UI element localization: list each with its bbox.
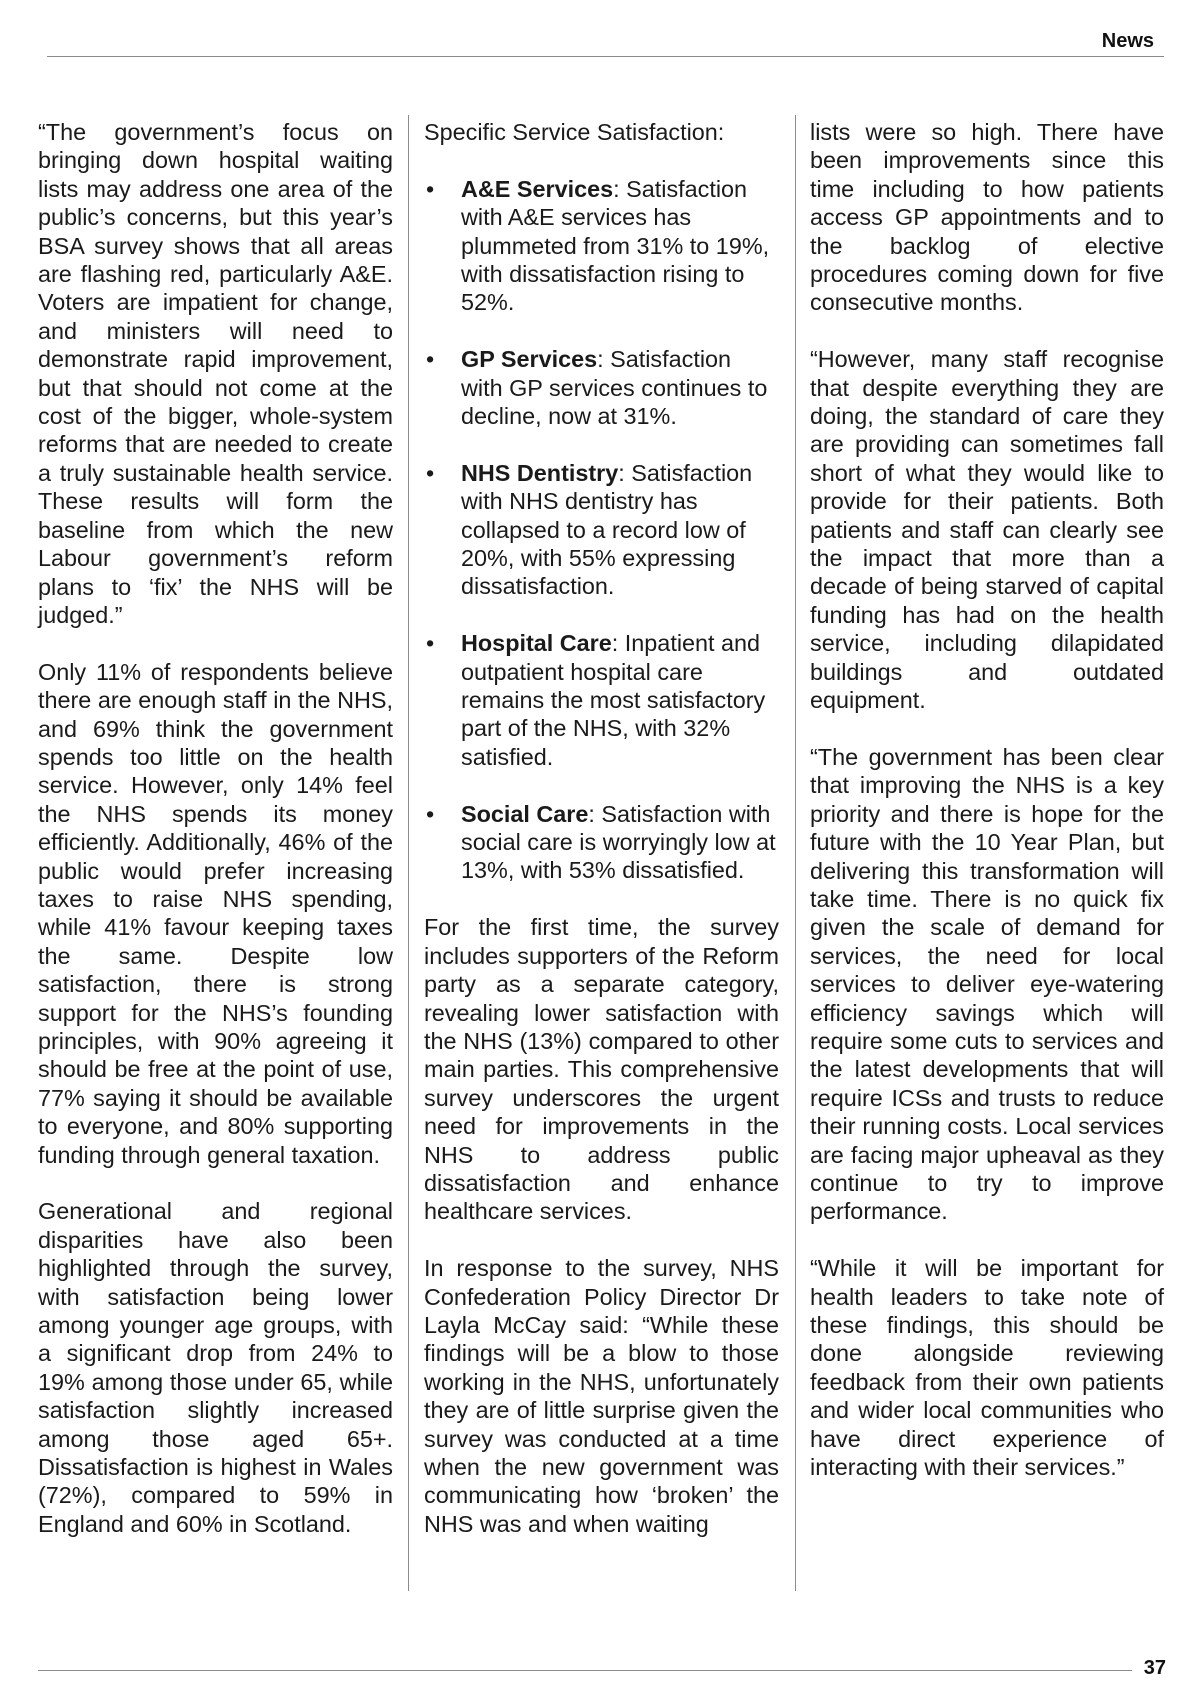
- paragraph: For the first time, the survey includes supporters of the Reform party as a separate category, revealing lower satisfaction with the NHS (13%) compared to other main parties. This comprehensive survey underscores the urgent need for improvements in the NHS to address public dissatisfaction and enhance healthcare services.: [424, 914, 779, 1225]
- list-intro: Specific Service Satisfaction:: [424, 119, 725, 145]
- bullet-icon: •: [426, 175, 435, 202]
- column-2: [424, 118, 779, 1567]
- bullet-icon: •: [426, 459, 435, 486]
- list-item-term: Social Care: [461, 800, 589, 827]
- list-item: [424, 800, 779, 885]
- bullet-icon: •: [426, 630, 435, 657]
- column-divider: [795, 115, 796, 1591]
- list-item: [424, 459, 779, 601]
- paragraph: “The government’s focus on bringing down hospital waiting lists may address one area of the public’s concerns, but this year’s BSA survey shows that all areas are flashing red, particularly A&E. Voters are impatient for change, and ministers will need to demonstrate rapid improvement, but that should not come at the cost of the bigger, whole-system reforms that are needed to create a truly sustainable health service. These results will form the baseline from which the new Labour government’s reform plans to ‘fix’ the NHS will be judged.”: [38, 119, 393, 628]
- column-1: [38, 118, 393, 1567]
- list-item-term: GP Services: [461, 346, 598, 373]
- list-item: [424, 345, 779, 430]
- paragraph: “The government has been clear that improving the NHS is a key priority and there is hope for the future with the 10 Year Plan, but delivering this transformation will take time. There is no quick fix given the scale of demand for services, the need for local services to deliver eye-watering efficiency savings which will require some cuts to services and the latest developments that will require ICSs and trusts to reduce their running costs. Local services are facing major upheaval as they continue to try to improve performance.: [810, 743, 1164, 1225]
- list-item-text: : Satisfaction with social care is worryingly low at 13%, with 53% dissatisfied.: [461, 800, 776, 884]
- list-item: [424, 629, 779, 771]
- page-number: 37: [1143, 1657, 1166, 1679]
- bullet-icon: •: [426, 800, 435, 827]
- paragraph: “However, many staff recognise that despite everything they are doing, the standard of care they are providing can sometimes fall short of what they would like to provide for their patients. Both patients and staff can clearly see the impact that more than a decade of being starved of capital funding has had on the health service, including dilapidated buildings and outdated equipment.: [810, 346, 1164, 714]
- footer-rule: [38, 1670, 1132, 1671]
- bullet-icon: •: [426, 346, 435, 373]
- list-item-text: : Satisfaction with GP services continues to decline, now at 31%.: [461, 346, 768, 430]
- list-item-term: A&E Services: [461, 175, 614, 202]
- header-rule: [47, 56, 1164, 57]
- paragraph: “While it will be important for health leaders to take note of these findings, this should be done alongside reviewing feedback from their own patients and wider local communities who have direct experience of interacting with their services.”: [810, 1255, 1164, 1481]
- list-item-term: NHS Dentistry: [461, 459, 619, 486]
- list-item: [424, 175, 779, 317]
- paragraph: Only 11% of respondents believe there are enough staff in the NHS, and 69% think the government spends too little on the health service. However, only 14% feel the NHS spends its money efficiently. Additionally, 46% of the public would prefer increasing taxes to raise NHS spending, while 41% favour keeping taxes the same. Despite low satisfaction, there is strong support for the NHS’s founding principles, with 90% agreeing it should be free at the point of use, 77% saying it should be available to everyone, and 80% supporting funding through general taxation.: [38, 658, 393, 1168]
- list-item-text: : Satisfaction with A&E services has plummeted from 31% to 19%, with dissatisfaction rising to 52%.: [461, 175, 770, 316]
- column-3: [810, 118, 1164, 1510]
- column-divider: [408, 115, 409, 1591]
- paragraph: Generational and regional disparities have also been highlighted through the survey, with satisfaction being lower among younger age groups, with a significant drop from 24% to 19% among those under 65, while satisfaction slightly increased among those aged 65+. Dissatisfaction is highest in Wales (72%), compared to 59% in England and 60% in Scotland.: [38, 1198, 393, 1537]
- list-item-text: : Inpatient and outpatient hospital care remains the most satisfactory part of the NHS, with 32% satisfied.: [461, 630, 766, 770]
- section-label: News: [1101, 30, 1154, 52]
- list-item-text: : Satisfaction with NHS dentistry has collapsed to a record low of 20%, with 55% expressing dissatisfaction.: [461, 459, 753, 600]
- service-satisfaction-list: [424, 175, 779, 885]
- list-item-term: Hospital Care: [461, 630, 612, 657]
- paragraph: lists were so high. There have been improvements since this time including to how patients access GP appointments and to the backlog of elective procedures coming down for five consecutive months.: [810, 119, 1164, 316]
- paragraph: In response to the survey, NHS Confederation Policy Director Dr Layla McCay said: “While these findings will be a blow to those working in the NHS, unfortunately they are of little surprise given the survey was conducted at a time when the new government was communicating how ‘broken’ the NHS was and when waiting: [424, 1255, 779, 1537]
